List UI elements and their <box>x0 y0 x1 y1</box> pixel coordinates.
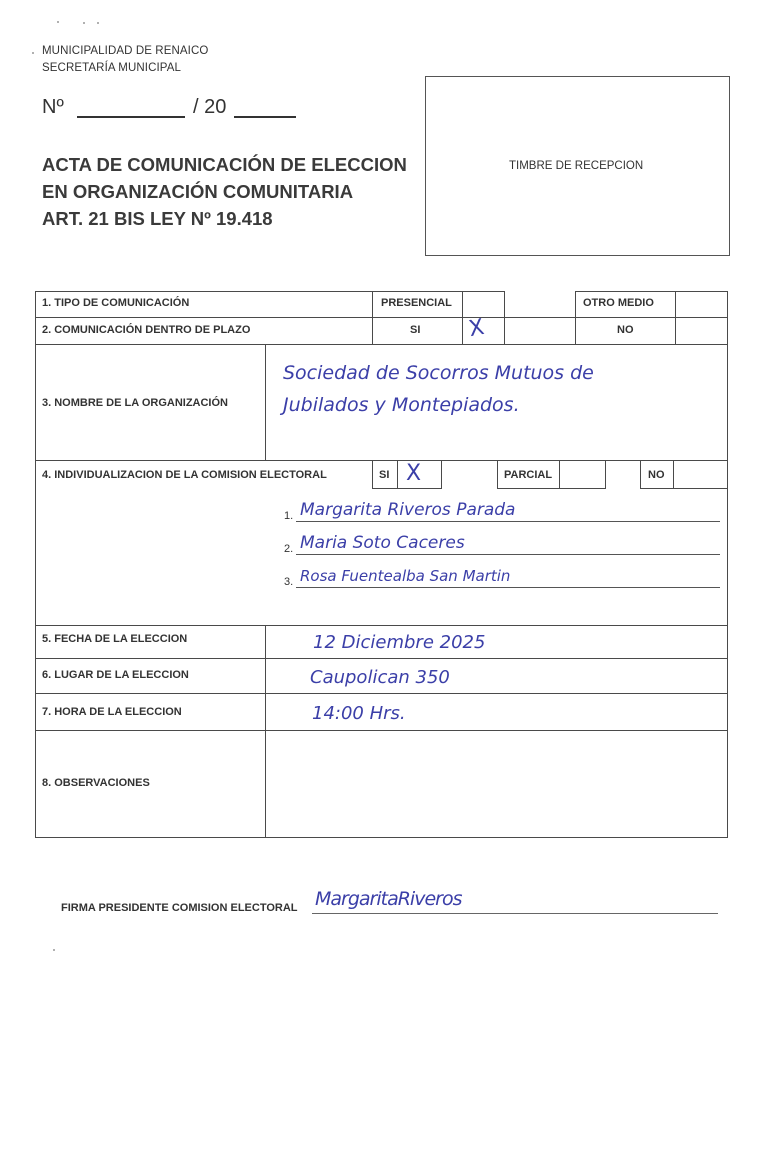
tipo-comunicacion-label: 1. TIPO DE COMUNICACIÓN <box>42 297 190 309</box>
comision-si-mark[interactable]: X <box>406 461 422 486</box>
comision-parcial-checkbox[interactable] <box>560 461 605 488</box>
scan-speck <box>83 22 85 24</box>
member-1-index: 1. <box>284 510 294 522</box>
fecha-eleccion-label: 5. FECHA DE LA ELECCION <box>42 633 188 645</box>
no-checkbox[interactable] <box>676 318 727 344</box>
number-label: Nº <box>42 96 64 118</box>
observaciones-field[interactable] <box>267 732 726 836</box>
member-3-name[interactable]: Rosa Fuentealba San Martin <box>300 567 511 585</box>
stamp-label: TIMBRE DE RECEPCION <box>509 160 644 172</box>
year-field[interactable] <box>234 116 296 118</box>
organization-name-line-1[interactable]: Sociedad de Socorros Mutuos de <box>283 362 594 384</box>
dentro-plazo-label: 2. COMUNICACIÓN DENTRO DE PLAZO <box>42 324 251 336</box>
number-field[interactable] <box>77 116 185 118</box>
year-prefix: / 20 <box>193 96 227 118</box>
title-line-2: EN ORGANIZACIÓN COMUNITARIA <box>42 181 354 202</box>
fecha-eleccion-value[interactable]: 12 Diciembre 2025 <box>313 632 486 653</box>
no-label: NO <box>617 324 634 336</box>
scan-speck <box>53 949 55 951</box>
document-title <box>42 151 407 232</box>
department-name: SECRETARÍA MUNICIPAL <box>42 62 181 74</box>
otro-medio-checkbox[interactable] <box>676 292 727 317</box>
member-2-name[interactable]: Maria Soto Caceres <box>300 533 465 553</box>
comision-no-checkbox[interactable] <box>674 461 727 488</box>
si-checkbox-mark[interactable]: X <box>466 314 487 343</box>
hora-eleccion-label: 7. HORA DE LA ELECCION <box>42 706 182 718</box>
presencial-checkbox[interactable] <box>463 292 504 317</box>
member-3-index: 3. <box>284 576 294 588</box>
president-signature[interactable]: MargaritaRiveros <box>315 888 462 910</box>
scan-speck <box>57 21 59 23</box>
hora-eleccion-value[interactable]: 14:00 Hrs. <box>312 703 406 724</box>
member-1-name[interactable]: Margarita Riveros Parada <box>300 500 516 520</box>
observaciones-label: 8. OBSERVACIONES <box>42 777 150 789</box>
lugar-eleccion-value[interactable]: Caupolican 350 <box>310 667 450 688</box>
title-line-3: ART. 21 BIS LEY Nº 19.418 <box>42 208 273 229</box>
lugar-eleccion-label: 6. LUGAR DE LA ELECCION <box>42 669 189 681</box>
comision-electoral-label: 4. INDIVIDUALIZACION DE LA COMISION ELECTORAL <box>42 469 327 481</box>
member-2-index: 2. <box>284 543 294 555</box>
comision-si-label: SI <box>379 469 390 481</box>
comision-no-label: NO <box>648 469 665 481</box>
otro-medio-label: OTRO MEDIO <box>583 297 654 309</box>
title-line-1: ACTA DE COMUNICACIÓN DE ELECCION <box>42 154 407 175</box>
signature-label: FIRMA PRESIDENTE COMISION ELECTORAL <box>61 902 298 914</box>
nombre-organizacion-label: 3. NOMBRE DE LA ORGANIZACIÓN <box>42 397 228 409</box>
si-label: SI <box>410 324 421 336</box>
institution-name: MUNICIPALIDAD DE RENAICO <box>42 45 209 57</box>
organization-name-line-2[interactable]: Jubilados y Montepiados. <box>283 394 520 416</box>
scan-speck <box>32 52 34 54</box>
presencial-label: PRESENCIAL <box>381 297 452 309</box>
comision-parcial-label: PARCIAL <box>504 469 553 481</box>
reception-stamp-box <box>425 76 730 256</box>
scan-speck <box>97 22 99 24</box>
